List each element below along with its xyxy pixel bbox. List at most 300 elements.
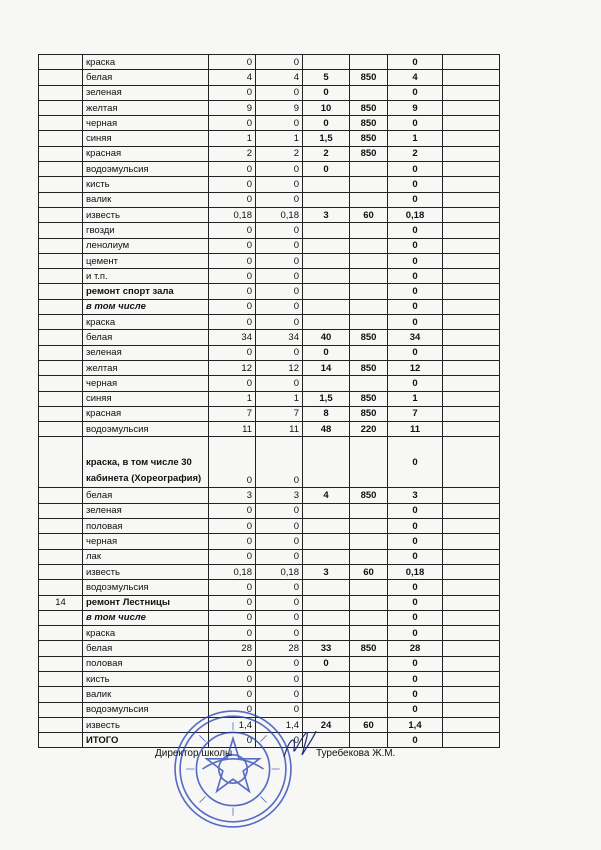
- materials-table: [38, 54, 500, 748]
- quantity-a-cell: 0: [209, 503, 256, 518]
- quantity-b-cell: 0: [256, 549, 303, 564]
- quantity-c-cell: 1,5: [303, 131, 350, 146]
- row-number-cell: [39, 131, 83, 146]
- material-name-cell: в том числе: [83, 610, 209, 625]
- quantity-a-cell: 1: [209, 391, 256, 406]
- row-number-cell: [39, 406, 83, 421]
- quantity-b-cell: 0: [256, 610, 303, 625]
- empty-cell: [443, 406, 500, 421]
- quantity-b-cell: 34: [256, 330, 303, 345]
- quantity-c-cell: 1,5: [303, 391, 350, 406]
- signer-title: Директор школы: [155, 748, 233, 759]
- price-cell: [350, 656, 388, 671]
- material-name-cell: красная: [83, 406, 209, 421]
- total-cell: 0: [388, 284, 443, 299]
- empty-cell: [443, 626, 500, 641]
- price-cell: [350, 733, 388, 748]
- price-cell: [350, 345, 388, 360]
- quantity-b-cell: 1: [256, 391, 303, 406]
- material-name-cell: кисть: [83, 671, 209, 686]
- quantity-c-cell: [303, 299, 350, 314]
- quantity-a-cell: 0: [209, 534, 256, 549]
- quantity-c-cell: [303, 610, 350, 625]
- row-number-cell: [39, 717, 83, 732]
- material-name-cell: валик: [83, 687, 209, 702]
- quantity-c-cell: [303, 437, 350, 488]
- quantity-b-cell: 0: [256, 687, 303, 702]
- price-cell: [350, 626, 388, 641]
- table-row: [39, 330, 500, 345]
- row-number-cell: [39, 503, 83, 518]
- price-cell: 850: [350, 391, 388, 406]
- quantity-a-cell: 0: [209, 345, 256, 360]
- quantity-b-cell: 0: [256, 437, 303, 488]
- table-row: [39, 641, 500, 656]
- total-cell: 2: [388, 146, 443, 161]
- material-name-cell: красная: [83, 146, 209, 161]
- empty-cell: [443, 55, 500, 70]
- quantity-b-cell: 0: [256, 85, 303, 100]
- quantity-c-cell: [303, 192, 350, 207]
- table-row: [39, 360, 500, 375]
- quantity-a-cell: 0: [209, 687, 256, 702]
- quantity-b-cell: 0: [256, 733, 303, 748]
- total-cell: 0: [388, 223, 443, 238]
- table-row: [39, 687, 500, 702]
- quantity-a-cell: 0: [209, 549, 256, 564]
- empty-cell: [443, 733, 500, 748]
- total-cell: 1: [388, 391, 443, 406]
- quantity-b-cell: 0: [256, 580, 303, 595]
- table-row: [39, 534, 500, 549]
- row-number-cell: [39, 376, 83, 391]
- table-row: [39, 284, 500, 299]
- empty-cell: [443, 207, 500, 222]
- empty-cell: [443, 437, 500, 488]
- quantity-a-cell: 0: [209, 315, 256, 330]
- quantity-a-cell: 0: [209, 223, 256, 238]
- official-seal: [172, 708, 294, 830]
- total-cell: 0: [388, 85, 443, 100]
- quantity-a-cell: 0: [209, 610, 256, 625]
- total-cell: 0: [388, 671, 443, 686]
- total-cell: 0: [388, 733, 443, 748]
- quantity-a-cell: 0,18: [209, 564, 256, 579]
- quantity-b-cell: 12: [256, 360, 303, 375]
- quantity-b-cell: 0: [256, 238, 303, 253]
- material-name-cell: половая: [83, 656, 209, 671]
- table-row: [39, 55, 500, 70]
- quantity-b-cell: 0: [256, 284, 303, 299]
- total-cell: 0: [388, 269, 443, 284]
- material-name-cell: и т.п.: [83, 269, 209, 284]
- row-number-cell: [39, 564, 83, 579]
- material-name-cell: в том числе: [83, 299, 209, 314]
- price-cell: [350, 519, 388, 534]
- empty-cell: [443, 360, 500, 375]
- total-cell: 0: [388, 238, 443, 253]
- quantity-b-cell: 4: [256, 70, 303, 85]
- row-number-cell: [39, 656, 83, 671]
- row-number-cell: [39, 162, 83, 177]
- table-row: [39, 437, 500, 488]
- price-cell: 850: [350, 360, 388, 375]
- table-row: [39, 345, 500, 360]
- price-cell: [350, 162, 388, 177]
- materials-table-body: [39, 55, 500, 748]
- table-row: [39, 564, 500, 579]
- total-cell: 0: [388, 519, 443, 534]
- price-cell: [350, 299, 388, 314]
- total-cell: 0: [388, 162, 443, 177]
- row-number-cell: [39, 733, 83, 748]
- total-cell: 0,18: [388, 564, 443, 579]
- price-cell: 60: [350, 207, 388, 222]
- row-number-cell: [39, 192, 83, 207]
- material-name-cell: черная: [83, 116, 209, 131]
- quantity-c-cell: [303, 687, 350, 702]
- row-number-cell: [39, 345, 83, 360]
- quantity-a-cell: 0: [209, 162, 256, 177]
- table-row: [39, 580, 500, 595]
- quantity-a-cell: 0: [209, 116, 256, 131]
- quantity-c-cell: 0: [303, 345, 350, 360]
- table-row: [39, 70, 500, 85]
- material-name-cell: водоэмульсия: [83, 580, 209, 595]
- price-cell: [350, 177, 388, 192]
- quantity-a-cell: 1: [209, 131, 256, 146]
- row-number-cell: [39, 238, 83, 253]
- price-cell: [350, 702, 388, 717]
- price-cell: [350, 223, 388, 238]
- quantity-b-cell: 2: [256, 146, 303, 161]
- row-number-cell: [39, 70, 83, 85]
- quantity-a-cell: 0: [209, 299, 256, 314]
- material-name-cell: синяя: [83, 391, 209, 406]
- table-row: [39, 269, 500, 284]
- empty-cell: [443, 269, 500, 284]
- table-row: [39, 116, 500, 131]
- material-name-cell: краска: [83, 315, 209, 330]
- row-number-cell: [39, 284, 83, 299]
- material-name-cell: зеленая: [83, 85, 209, 100]
- quantity-c-cell: [303, 626, 350, 641]
- total-cell: 0,18: [388, 207, 443, 222]
- quantity-a-cell: 0: [209, 580, 256, 595]
- price-cell: 850: [350, 406, 388, 421]
- total-cell: 0: [388, 687, 443, 702]
- empty-cell: [443, 564, 500, 579]
- price-cell: [350, 610, 388, 625]
- quantity-c-cell: 0: [303, 656, 350, 671]
- material-name-cell: черная: [83, 534, 209, 549]
- material-name-cell: белая: [83, 330, 209, 345]
- quantity-b-cell: 0: [256, 519, 303, 534]
- quantity-a-cell: 0: [209, 671, 256, 686]
- row-number-cell: [39, 626, 83, 641]
- empty-cell: [443, 177, 500, 192]
- material-name-cell: краска, в том числе 30 кабинета (Хореография): [83, 437, 209, 488]
- quantity-a-cell: 0: [209, 284, 256, 299]
- quantity-b-cell: 0: [256, 192, 303, 207]
- quantity-c-cell: 0: [303, 116, 350, 131]
- empty-cell: [443, 315, 500, 330]
- material-name-cell: известь: [83, 717, 209, 732]
- price-cell: 850: [350, 488, 388, 503]
- quantity-a-cell: 11: [209, 422, 256, 437]
- material-name-cell: желтая: [83, 360, 209, 375]
- empty-cell: [443, 595, 500, 610]
- quantity-c-cell: [303, 177, 350, 192]
- quantity-a-cell: 4: [209, 70, 256, 85]
- price-cell: 850: [350, 641, 388, 656]
- total-cell: 0: [388, 192, 443, 207]
- material-name-cell: кисть: [83, 177, 209, 192]
- material-name-cell: ленолиум: [83, 238, 209, 253]
- row-number-cell: [39, 116, 83, 131]
- row-number-cell: [39, 641, 83, 656]
- price-cell: 850: [350, 116, 388, 131]
- empty-cell: [443, 687, 500, 702]
- row-number-cell: [39, 610, 83, 625]
- row-number-cell: [39, 702, 83, 717]
- row-number-cell: [39, 534, 83, 549]
- quantity-a-cell: 0: [209, 702, 256, 717]
- total-cell: 0: [388, 437, 443, 488]
- price-cell: [350, 687, 388, 702]
- quantity-c-cell: [303, 284, 350, 299]
- price-cell: 850: [350, 131, 388, 146]
- row-number-cell: [39, 223, 83, 238]
- quantity-a-cell: 2: [209, 146, 256, 161]
- total-cell: 0: [388, 177, 443, 192]
- quantity-c-cell: [303, 580, 350, 595]
- quantity-b-cell: 0: [256, 315, 303, 330]
- quantity-c-cell: 48: [303, 422, 350, 437]
- price-cell: 850: [350, 146, 388, 161]
- quantity-c-cell: [303, 55, 350, 70]
- material-name-cell: водоэмульсия: [83, 162, 209, 177]
- price-cell: [350, 671, 388, 686]
- row-number-cell: [39, 177, 83, 192]
- total-cell: 11: [388, 422, 443, 437]
- empty-cell: [443, 131, 500, 146]
- table-row: [39, 162, 500, 177]
- material-name-cell: гвозди: [83, 223, 209, 238]
- quantity-b-cell: 0: [256, 671, 303, 686]
- quantity-a-cell: 0: [209, 177, 256, 192]
- total-cell: 0: [388, 299, 443, 314]
- quantity-c-cell: 2: [303, 146, 350, 161]
- total-cell: 0: [388, 116, 443, 131]
- quantity-c-cell: 14: [303, 360, 350, 375]
- empty-cell: [443, 549, 500, 564]
- quantity-b-cell: 0: [256, 534, 303, 549]
- table-row: [39, 253, 500, 268]
- empty-cell: [443, 70, 500, 85]
- material-name-cell: синяя: [83, 131, 209, 146]
- price-cell: 220: [350, 422, 388, 437]
- price-cell: 850: [350, 100, 388, 115]
- price-cell: [350, 284, 388, 299]
- quantity-c-cell: 5: [303, 70, 350, 85]
- quantity-c-cell: [303, 702, 350, 717]
- price-cell: [350, 55, 388, 70]
- quantity-a-cell: 0: [209, 192, 256, 207]
- quantity-c-cell: [303, 376, 350, 391]
- empty-cell: [443, 580, 500, 595]
- price-cell: [350, 238, 388, 253]
- quantity-a-cell: 0: [209, 253, 256, 268]
- empty-cell: [443, 391, 500, 406]
- quantity-b-cell: 0: [256, 253, 303, 268]
- empty-cell: [443, 503, 500, 518]
- table-row: [39, 626, 500, 641]
- quantity-b-cell: 0: [256, 116, 303, 131]
- material-name-cell: водоэмульсия: [83, 422, 209, 437]
- total-cell: 0: [388, 610, 443, 625]
- quantity-a-cell: 7: [209, 406, 256, 421]
- table-row: [39, 610, 500, 625]
- material-name-cell: известь: [83, 564, 209, 579]
- empty-cell: [443, 376, 500, 391]
- material-name-cell: ИТОГО: [83, 733, 209, 748]
- row-number-cell: 14: [39, 595, 83, 610]
- quantity-b-cell: 0: [256, 177, 303, 192]
- row-number-cell: [39, 360, 83, 375]
- empty-cell: [443, 702, 500, 717]
- total-cell: 9: [388, 100, 443, 115]
- table-row: [39, 549, 500, 564]
- row-number-cell: [39, 269, 83, 284]
- empty-cell: [443, 671, 500, 686]
- total-cell: 3: [388, 488, 443, 503]
- quantity-b-cell: 11: [256, 422, 303, 437]
- empty-cell: [443, 299, 500, 314]
- quantity-c-cell: 3: [303, 207, 350, 222]
- quantity-b-cell: 0: [256, 626, 303, 641]
- quantity-b-cell: 0,18: [256, 207, 303, 222]
- quantity-a-cell: 0: [209, 733, 256, 748]
- quantity-a-cell: 0: [209, 519, 256, 534]
- price-cell: 60: [350, 564, 388, 579]
- material-name-cell: белая: [83, 488, 209, 503]
- table-row: [39, 85, 500, 100]
- row-number-cell: [39, 549, 83, 564]
- material-name-cell: валик: [83, 192, 209, 207]
- price-cell: [350, 376, 388, 391]
- quantity-b-cell: 0: [256, 55, 303, 70]
- signer-name: Туребекова Ж.М.: [316, 748, 396, 759]
- quantity-b-cell: 0: [256, 376, 303, 391]
- quantity-b-cell: 0: [256, 503, 303, 518]
- total-cell: 12: [388, 360, 443, 375]
- quantity-a-cell: 0,18: [209, 207, 256, 222]
- total-cell: 0: [388, 345, 443, 360]
- quantity-a-cell: 0: [209, 437, 256, 488]
- total-cell: 0: [388, 253, 443, 268]
- row-number-cell: [39, 100, 83, 115]
- table-row: [39, 422, 500, 437]
- row-number-cell: [39, 299, 83, 314]
- row-number-cell: [39, 55, 83, 70]
- quantity-a-cell: 0: [209, 626, 256, 641]
- signature: [280, 727, 320, 767]
- price-cell: 850: [350, 70, 388, 85]
- row-number-cell: [39, 687, 83, 702]
- table-row: [39, 238, 500, 253]
- quantity-c-cell: [303, 549, 350, 564]
- row-number-cell: [39, 488, 83, 503]
- total-cell: 0: [388, 315, 443, 330]
- table-row: [39, 503, 500, 518]
- row-number-cell: [39, 422, 83, 437]
- quantity-c-cell: 4: [303, 488, 350, 503]
- total-cell: 0: [388, 656, 443, 671]
- quantity-a-cell: 0: [209, 238, 256, 253]
- quantity-b-cell: 0: [256, 162, 303, 177]
- empty-cell: [443, 519, 500, 534]
- quantity-c-cell: [303, 671, 350, 686]
- quantity-c-cell: 33: [303, 641, 350, 656]
- quantity-c-cell: [303, 253, 350, 268]
- row-number-cell: [39, 330, 83, 345]
- material-name-cell: лак: [83, 549, 209, 564]
- row-number-cell: [39, 391, 83, 406]
- total-cell: 1: [388, 131, 443, 146]
- quantity-c-cell: [303, 595, 350, 610]
- empty-cell: [443, 656, 500, 671]
- total-cell: 0: [388, 55, 443, 70]
- empty-cell: [443, 238, 500, 253]
- price-cell: [350, 595, 388, 610]
- table-row: [39, 519, 500, 534]
- quantity-b-cell: 0: [256, 223, 303, 238]
- material-name-cell: ремонт спорт зала: [83, 284, 209, 299]
- row-number-cell: [39, 671, 83, 686]
- material-name-cell: половая: [83, 519, 209, 534]
- empty-cell: [443, 85, 500, 100]
- total-cell: 0: [388, 595, 443, 610]
- total-cell: 0: [388, 702, 443, 717]
- quantity-a-cell: 34: [209, 330, 256, 345]
- quantity-a-cell: 1,4: [209, 717, 256, 732]
- material-name-cell: желтая: [83, 100, 209, 115]
- row-number-cell: [39, 315, 83, 330]
- quantity-a-cell: 28: [209, 641, 256, 656]
- empty-cell: [443, 100, 500, 115]
- empty-cell: [443, 717, 500, 732]
- table-row: [39, 100, 500, 115]
- quantity-b-cell: 3: [256, 488, 303, 503]
- quantity-c-cell: 24: [303, 717, 350, 732]
- empty-cell: [443, 284, 500, 299]
- quantity-b-cell: 0: [256, 269, 303, 284]
- material-name-cell: краска: [83, 55, 209, 70]
- quantity-b-cell: 9: [256, 100, 303, 115]
- material-name-cell: ремонт Лестницы: [83, 595, 209, 610]
- material-name-cell: белая: [83, 641, 209, 656]
- quantity-b-cell: 1,4: [256, 717, 303, 732]
- total-cell: 0: [388, 549, 443, 564]
- quantity-c-cell: [303, 223, 350, 238]
- table-row: [39, 671, 500, 686]
- quantity-c-cell: 40: [303, 330, 350, 345]
- empty-cell: [443, 192, 500, 207]
- total-cell: 1,4: [388, 717, 443, 732]
- quantity-b-cell: 1: [256, 131, 303, 146]
- empty-cell: [443, 330, 500, 345]
